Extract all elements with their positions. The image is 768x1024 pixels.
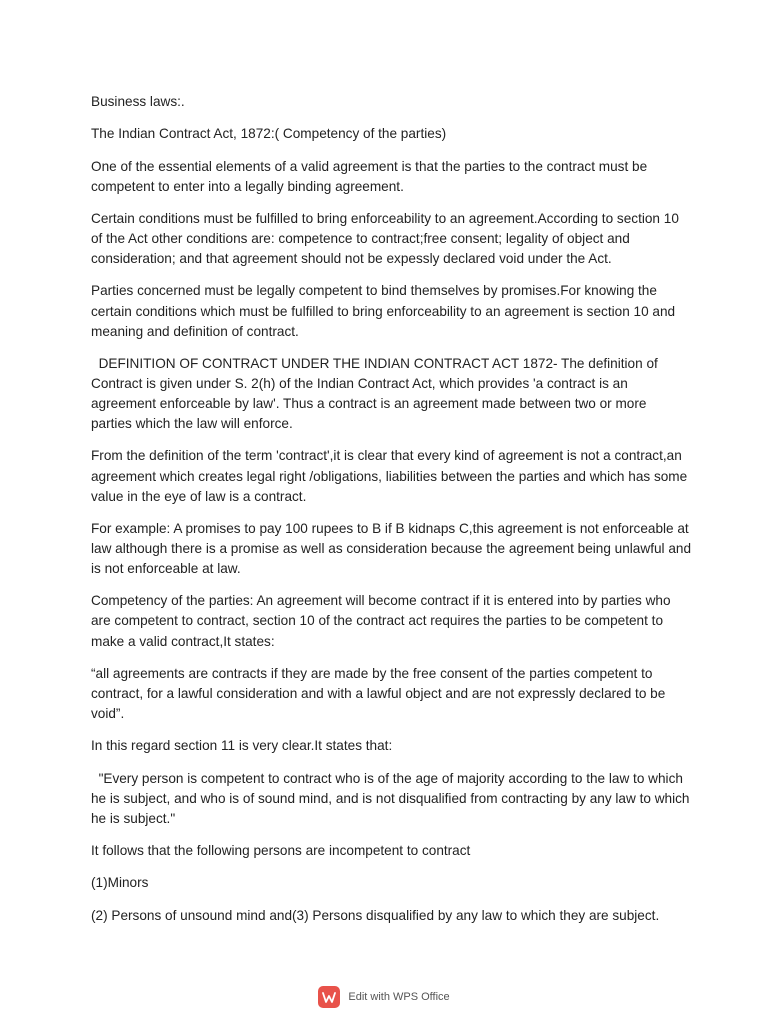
document-body	[91, 92, 695, 938]
paragraph-parties-competent: Parties concerned must be legally competent to bind themselves by promises.For knowing the certain conditions which must be fulfilled to bring enforceability to an agreement is section 10 and meaning and definition of contract.	[91, 283, 679, 339]
paragraph-quote-section-10: “all agreements are contracts if they are made by the free consent of the parties competent to contract, for a lawful consideration and with a lawful object and are not expressly declared to be void”.	[91, 665, 670, 722]
paragraph-definition: DEFINITION OF CONTRACT UNDER THE INDIAN CONTRACT ACT 1872- The definition of Contract is given under S. 2(h) of the Indian Contract Act, which provides 'a contract is an agreement enforceable by law'. Thus a contract is an agreement made between two or more parties which the law will enforce.	[91, 355, 662, 432]
wps-footer-link[interactable]	[0, 986, 768, 1008]
paragraph-essential-elements: One of the essential elements of a valid agreement is that the parties to the contract must be competent to enter into a legally binding agreement.	[91, 158, 651, 194]
paragraph-incompetent-intro: It follows that the following persons are incompetent to contract	[91, 843, 471, 859]
paragraph-example: For example: A promises to pay 100 rupees to B if B kidnaps C,this agreement is not enforceable at law although there is a promise as well as consideration because the agreement being unlawful and is not enforceable at law.	[91, 520, 695, 577]
paragraph-conditions: Certain conditions must be fulfilled to bring enforceability to an agreement.According to section 10 of the Act other conditions are: competence to contract;free consent; legality of object and consideration; and that agreement should not be expessly declared void under the Act.	[91, 210, 683, 267]
paragraph-quote-section-11: "Every person is competent to contract who is of the age of majority according to the law to which he is subject, and who is of sound mind, and is not disqualified from contracting by any law to which he is subject."	[91, 770, 694, 826]
paragraph-competency: Competency of the parties: An agreement will become contract if it is entered into by parties who are competent to contract, section 10 of the contract act requires the parties to be competent to make a valid contract,It states:	[91, 593, 675, 649]
paragraph-term-contract: From the definition of the term 'contract',it is clear that every kind of agreement is not a contract,an agreement which creates legal right /obligations, liabilities between the parties and which has some value in the eye of law is a contract.	[91, 448, 691, 504]
wps-office-logo-icon	[318, 986, 340, 1008]
list-item-minors: (1)Minors	[91, 875, 149, 891]
heading-contract-act: The Indian Contract Act, 1872:( Competency of the parties)	[91, 126, 447, 142]
wps-footer-label: Edit with WPS Office	[348, 991, 450, 1003]
paragraph-section-11-intro: In this regard section 11 is very clear.It states that:	[91, 738, 393, 754]
heading-business-laws: Business laws:.	[91, 94, 185, 109]
wps-w-glyph-icon	[322, 992, 336, 1003]
list-item-unsound-mind: (2) Persons of unsound mind and(3) Persons disqualified by any law to which they are subject.	[91, 907, 660, 923]
